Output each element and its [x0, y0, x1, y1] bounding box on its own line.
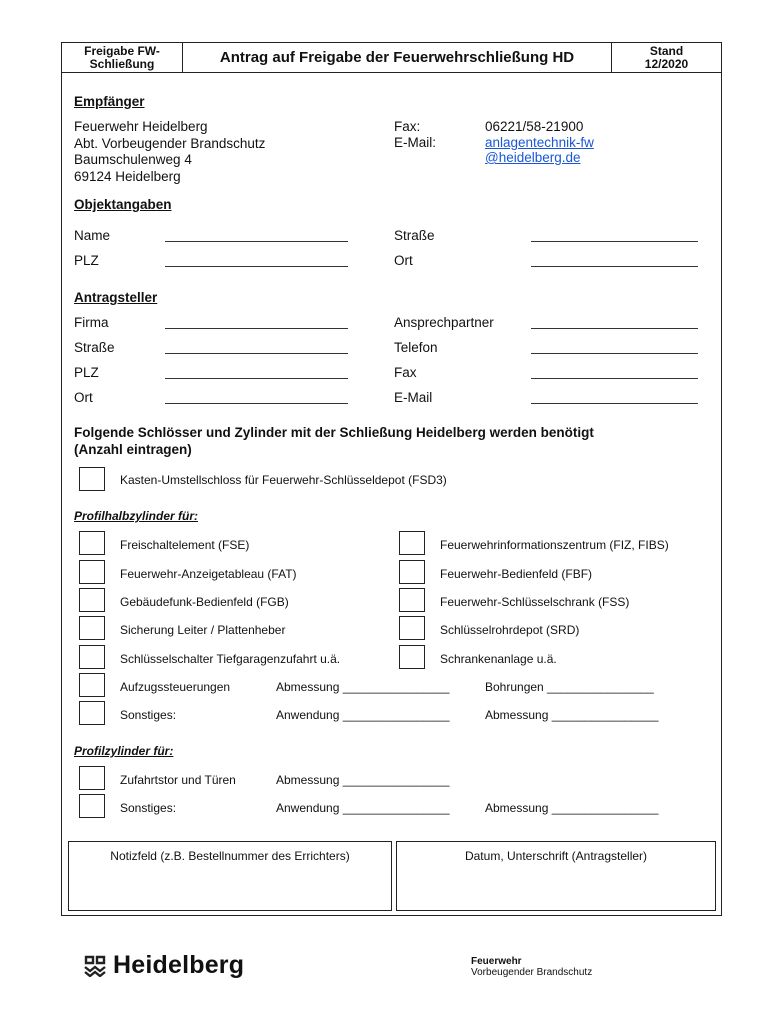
full-other-box[interactable] — [79, 794, 105, 818]
half-left-box[interactable] — [79, 616, 105, 640]
half-right-label: Schlüsselrohrdepot (SRD) — [440, 623, 580, 637]
signature-field-label: Datum, Unterschrift (Antragsteller) — [464, 849, 648, 863]
applicant-company-field[interactable] — [165, 328, 348, 329]
half-right-box[interactable] — [399, 531, 425, 555]
half-right-box[interactable] — [399, 560, 425, 584]
header-form-code-text: Freigabe FW- Schließung — [84, 43, 160, 71]
half-cylinder-heading: Profilhalbzylinder für: — [74, 509, 199, 523]
header-form-code — [61, 42, 183, 73]
applicant-city-field[interactable] — [165, 403, 348, 404]
applicant-zip-field[interactable] — [165, 378, 348, 379]
object-zip-field[interactable] — [165, 266, 348, 267]
gate-dimension-field[interactable]: Abmessung ________________ — [276, 773, 450, 787]
fax-label: Fax: — [394, 119, 421, 134]
applicant-zip-label: PLZ — [74, 365, 99, 380]
page-title: Antrag auf Freigabe der Feuerwehrschließung HD — [219, 49, 575, 66]
half-right-label: Feuerwehr-Schlüsselschrank (FSS) — [440, 595, 630, 609]
applicant-fax-label: Fax — [394, 365, 417, 380]
lift-label: Aufzugssteuerungen — [120, 680, 231, 694]
half-left-label: Feuerwehr-Anzeigetableau (FAT) — [120, 567, 297, 581]
applicant-contact-label: Ansprechpartner — [394, 315, 494, 330]
half-left-box[interactable] — [79, 588, 105, 612]
full-other-dimension-field[interactable]: Abmessung ________________ — [485, 801, 659, 815]
object-name-field[interactable] — [165, 241, 348, 242]
object-city-field[interactable] — [531, 266, 698, 267]
full-cylinder-heading: Profilzylinder für: — [74, 744, 174, 758]
header-version — [611, 42, 722, 73]
applicant-phone-label: Telefon — [394, 340, 438, 355]
lift-box[interactable] — [79, 673, 105, 697]
applicant-email-label: E-Mail — [394, 390, 433, 405]
gate-box[interactable] — [79, 766, 105, 790]
half-right-label: Feuerwehr-Bedienfeld (FBF) — [440, 567, 593, 581]
gate-label: Zufahrtstor und Türen — [120, 773, 236, 787]
notes-field-label: Notizfeld (z.B. Bestellnummer des Errichters) — [110, 849, 350, 863]
half-right-label: Feuerwehrinformationszentrum (FIZ, FIBS) — [440, 538, 669, 552]
email-label: E-Mail: — [394, 135, 437, 150]
object-street-field[interactable] — [531, 241, 698, 242]
object-street-label: Straße — [394, 228, 435, 243]
applicant-fax-field[interactable] — [531, 378, 698, 379]
email-link-part1[interactable]: anlagentechnik-fw — [485, 135, 594, 150]
kasten-label: Kasten-Umstellschloss für Feuerwehr-Schlüsseldepot (FSD3) — [120, 473, 447, 487]
object-zip-label: PLZ — [74, 253, 99, 268]
half-left-box[interactable] — [79, 560, 105, 584]
applicant-email-field[interactable] — [531, 403, 698, 404]
half-left-box[interactable] — [79, 531, 105, 555]
object-name-label: Name — [74, 228, 111, 243]
kasten-count-box[interactable] — [79, 467, 105, 491]
logo-wordmark: Heidelberg — [113, 951, 245, 979]
header-version-text: Stand 12/2020 — [644, 43, 689, 71]
half-right-label: Schrankenanlage u.ä. — [440, 652, 557, 666]
applicant-contact-field[interactable] — [531, 328, 698, 329]
locks-heading: Folgende Schlösser und Zylinder mit der Schließung Heidelberg werden benötigt (Anzahl eintragen) — [74, 425, 594, 457]
applicant-company-label: Firma — [74, 315, 109, 330]
signature-field[interactable] — [396, 841, 716, 911]
half-other-box[interactable] — [79, 701, 105, 725]
applicant-street-field[interactable] — [165, 353, 348, 354]
header-title — [182, 42, 612, 73]
lift-holes-field[interactable]: Bohrungen ________________ — [485, 680, 654, 694]
recipient-heading: Empfänger — [74, 94, 145, 109]
object-heading: Objektangaben — [74, 197, 172, 212]
applicant-city-label: Ort — [74, 390, 93, 405]
object-city-label: Ort — [394, 253, 413, 268]
fax-value: 06221/58-21900 — [485, 119, 584, 134]
half-left-label: Sicherung Leiter / Plattenheber — [120, 623, 286, 637]
half-other-dimension-field[interactable]: Abmessung ________________ — [485, 708, 659, 722]
half-other-label: Sonstiges: — [120, 708, 177, 722]
applicant-phone-field[interactable] — [531, 353, 698, 354]
half-left-box[interactable] — [79, 645, 105, 669]
half-right-box[interactable] — [399, 588, 425, 612]
email-link-part2[interactable]: @heidelberg.de — [485, 150, 581, 165]
half-left-label: Schlüsselschalter Tiefgaragenzufahrt u.ä. — [120, 652, 341, 666]
recipient-address: Feuerwehr Heidelberg Abt. Vorbeugender Brandschutz Baumschulenweg 4 69124 Heidelberg — [74, 119, 266, 184]
applicant-street-label: Straße — [74, 340, 115, 355]
heidelberg-logo-icon — [84, 955, 106, 977]
heidelberg-logo — [84, 951, 244, 980]
half-right-box[interactable] — [399, 616, 425, 640]
footer-dept-title: Feuerwehr — [471, 956, 522, 967]
half-left-label: Gebäudefunk-Bedienfeld (FGB) — [120, 595, 289, 609]
footer-dept-subtitle: Vorbeugender Brandschutz — [471, 967, 593, 978]
half-left-label: Freischaltelement (FSE) — [120, 538, 250, 552]
applicant-heading: Antragsteller — [74, 290, 158, 305]
notes-field[interactable] — [68, 841, 392, 911]
lift-dimension-field[interactable]: Abmessung ________________ — [276, 680, 450, 694]
half-right-box[interactable] — [399, 645, 425, 669]
full-other-use-field[interactable]: Anwendung ________________ — [276, 801, 450, 815]
half-other-use-field[interactable]: Anwendung ________________ — [276, 708, 450, 722]
full-other-label: Sonstiges: — [120, 801, 177, 815]
